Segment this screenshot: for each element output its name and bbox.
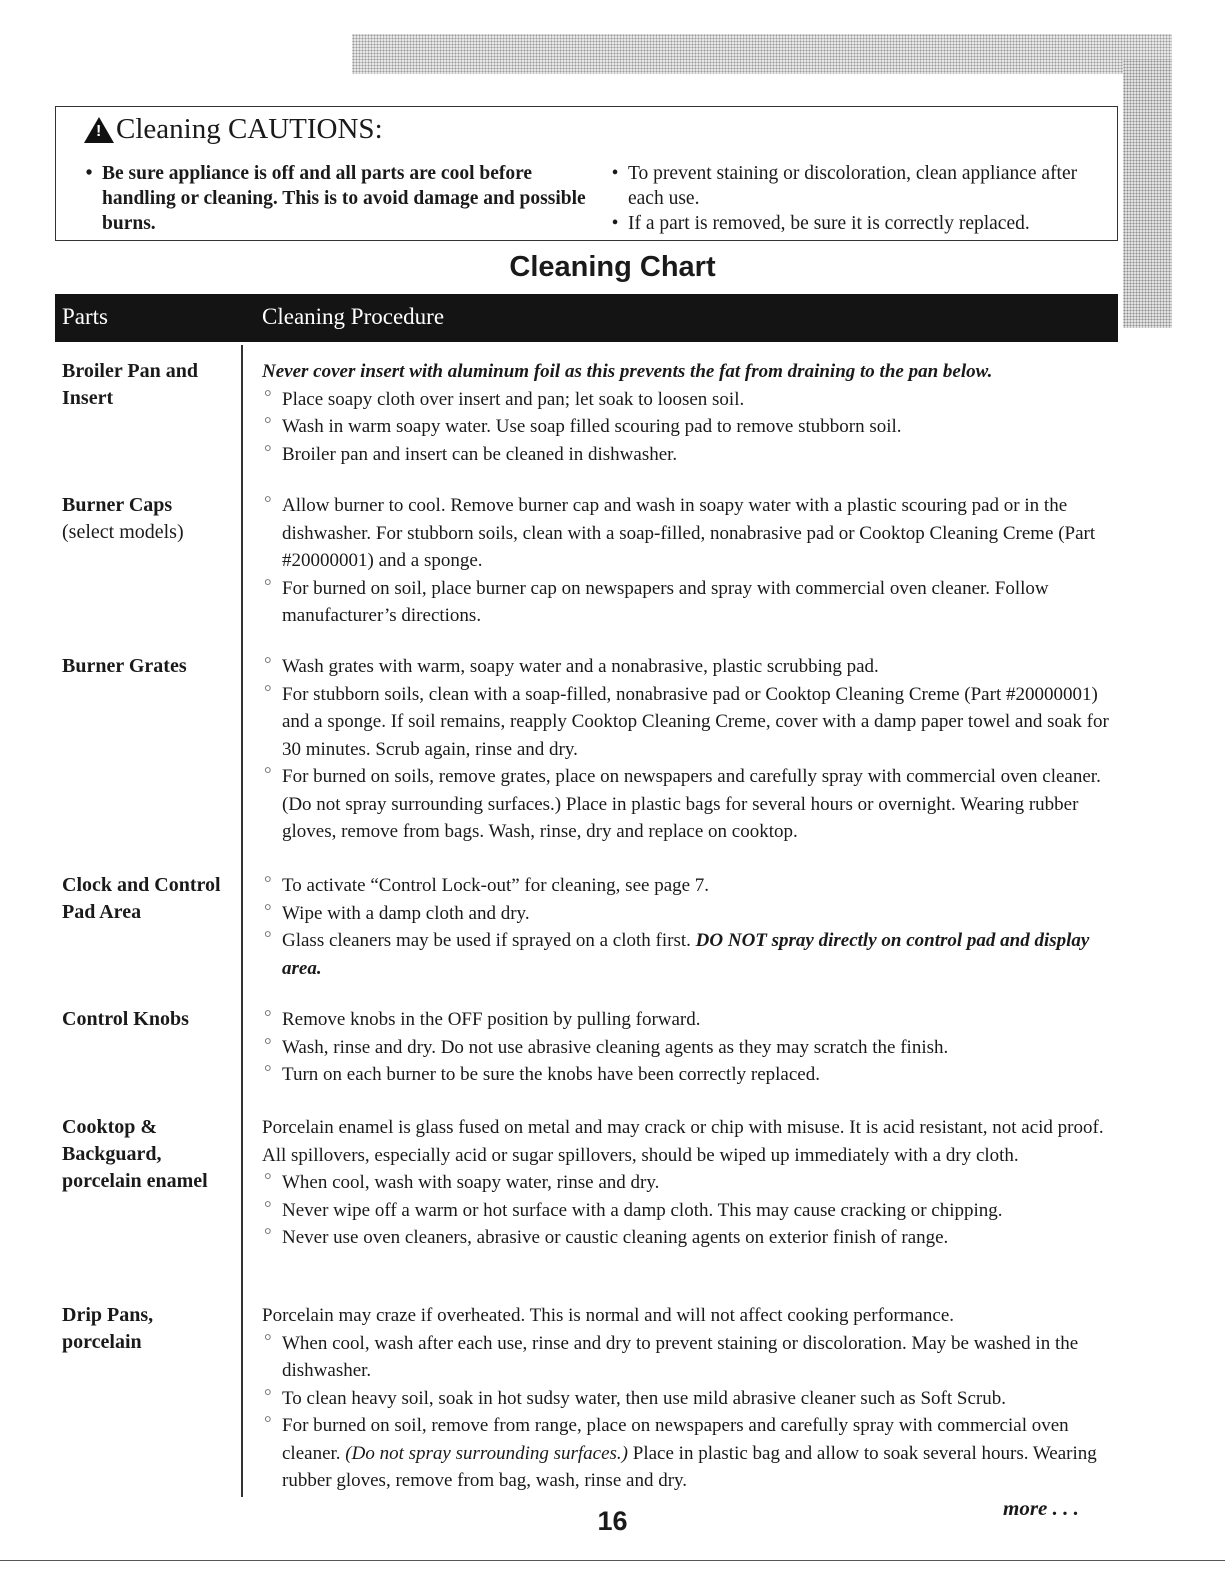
part-name: Clock and Control Pad Area	[62, 874, 221, 923]
list-item: ° Wash grates with warm, soapy water and a nonabrasive, plastic scrubbing pad.	[262, 653, 1122, 681]
part-name: Broiler Pan and Insert	[62, 360, 198, 409]
list-item: ° For burned on soil, remove from range, place on newspapers and carefully spray with commercial oven cleaner. (Do not spray surrounding surfaces.) Place in plastic bag and allow to soak several hours. Wearing rubber gloves, remove from bag, wash, rinse and dry.	[262, 1412, 1122, 1495]
cautions-right-column	[602, 161, 1112, 236]
procedure-intro: Porcelain enamel is glass fused on metal and may crack or chip with misuse. It is acid resistant, not acid proof. All spillovers, especially acid or sugar spillovers, should be wiped up immediately with a dry cloth.	[262, 1117, 1104, 1166]
list-item: ° When cool, wash with soapy water, rinse and dry.	[262, 1169, 1122, 1197]
row-separator	[62, 1286, 1120, 1288]
caution-item: • Be sure appliance is off and all parts are cool before handling or cleaning. This is to avoid damage and possible burns.	[76, 161, 596, 236]
list-item: ° Remove knobs in the OFF position by pulling forward.	[262, 1006, 1122, 1034]
procedure	[262, 1114, 1122, 1252]
warning-icon: !	[84, 117, 114, 143]
row-separator	[62, 640, 1120, 642]
list-item: ° Never use oven cleaners, abrasive or caustic cleaning agents on exterior finish of range.	[262, 1224, 1122, 1252]
column-header-parts: Parts	[62, 304, 108, 329]
bullet-icon: •	[611, 163, 619, 184]
list-item: ° Allow burner to cool. Remove burner cap and wash in soapy water with a plastic scouring pad or in the dishwasher. For stubborn soils, clean with a soap-filled, nonabrasive pad or Cooktop Cleaning Creme (Part #20000001) and a sponge.	[262, 492, 1122, 575]
list-item: ° Wipe with a damp cloth and dry.	[262, 900, 1122, 928]
column-header-procedure: Cleaning Procedure	[262, 304, 445, 329]
list-item: ° For burned on soil, place burner cap on newspapers and spray with commercial oven cleaner. Follow manufacturer’s directions.	[262, 575, 1122, 630]
row-separator	[62, 1098, 1120, 1100]
cautions-left-column	[76, 161, 596, 236]
cautions-box	[55, 106, 1118, 241]
part-name: Burner Grates	[62, 655, 187, 677]
procedure	[262, 492, 1122, 630]
chart-title: Cleaning Chart	[509, 251, 716, 283]
list-item: ° Never wipe off a warm or hot surface with a damp cloth. This may cause cracking or chipping.	[262, 1197, 1122, 1225]
procedure	[262, 653, 1122, 846]
list-item: ° Place soapy cloth over insert and pan; let soak to loosen soil.	[262, 386, 1122, 414]
part-name: Control Knobs	[62, 1008, 189, 1030]
procedure-intro: Porcelain may craze if overheated. This is normal and will not affect cooking performance.	[262, 1305, 955, 1326]
row-separator	[62, 858, 1120, 860]
bullet-icon: •	[611, 213, 619, 234]
page-number: 16	[597, 1506, 628, 1536]
procedure-italic-note: (Do not spray surrounding surfaces.)	[345, 1442, 629, 1464]
table-header	[55, 294, 1118, 342]
list-item: ° Broiler pan and insert can be cleaned in dishwasher.	[262, 441, 1122, 469]
list-item: ° For burned on soils, remove grates, place on newspapers and carefully spray with commercial oven cleaner. (Do not spray surrounding surfaces.) Place in plastic bags for several hours or overnight. Wearing rubber gloves, remove from bags. Wash, rinse, dry and replace on cooktop.	[262, 763, 1122, 846]
caution-item: • To prevent staining or discoloration, clean appliance after each use.	[602, 161, 1112, 211]
list-item: ° To activate “Control Lock-out” for cleaning, see page 7.	[262, 872, 1122, 900]
procedure	[262, 872, 1122, 982]
part-name: Cooktop & Backguard, porcelain enamel	[62, 1116, 208, 1192]
part-subtitle: (select models)	[62, 521, 184, 543]
procedure-warning: DO NOT spray directly on control pad and display area.	[282, 930, 1090, 979]
caution-item: • If a part is removed, be sure it is correctly replaced.	[602, 211, 1112, 236]
decorative-halftone-strip-side	[1123, 60, 1172, 328]
column-divider	[241, 345, 243, 1497]
procedure-note: Never cover insert with aluminum foil as this prevents the fat from draining to the pan below.	[262, 361, 993, 382]
list-item: ° Wash, rinse and dry. Do not use abrasive cleaning agents as they may scratch the finish.	[262, 1034, 1122, 1062]
list-item: ° When cool, wash after each use, rinse and dry to prevent staining or discoloration. May be washed in the dishwasher.	[262, 1330, 1122, 1385]
list-item: ° For stubborn soils, clean with a soap-filled, nonabrasive pad or Cooktop Cleaning Creme (Part #20000001) and a sponge. If soil remains, reapply Cooktop Cleaning Creme, cover with a damp paper towel and soak for 30 minutes. Scrub again, rinse and dry.	[262, 681, 1122, 764]
bottom-rule	[0, 1560, 1225, 1561]
procedure	[262, 1302, 1122, 1495]
list-item: ° Turn on each burner to be sure the knobs have been correctly replaced.	[262, 1061, 1122, 1089]
list-item: ° To clean heavy soil, soak in hot sudsy water, then use mild abrasive cleaner such as Soft Scrub.	[262, 1385, 1122, 1413]
more-indicator: more . . .	[1003, 1496, 1079, 1520]
part-name: Burner Caps (select models)	[62, 494, 184, 543]
row-separator	[62, 479, 1120, 481]
list-item: ° Wash in warm soapy water. Use soap filled scouring pad to remove stubborn soil.	[262, 413, 1122, 441]
procedure	[262, 1006, 1122, 1089]
decorative-halftone-strip-top	[352, 34, 1172, 74]
part-name: Drip Pans, porcelain	[62, 1304, 154, 1353]
cautions-title-text: Cleaning CAUTIONS:	[116, 113, 383, 145]
cautions-title	[84, 113, 383, 146]
procedure	[262, 358, 1122, 468]
bullet-icon: •	[85, 163, 93, 184]
row-separator	[62, 993, 1120, 995]
list-item: ° Glass cleaners may be used if sprayed on a cloth first. DO NOT spray directly on control pad and display area.	[262, 927, 1122, 982]
